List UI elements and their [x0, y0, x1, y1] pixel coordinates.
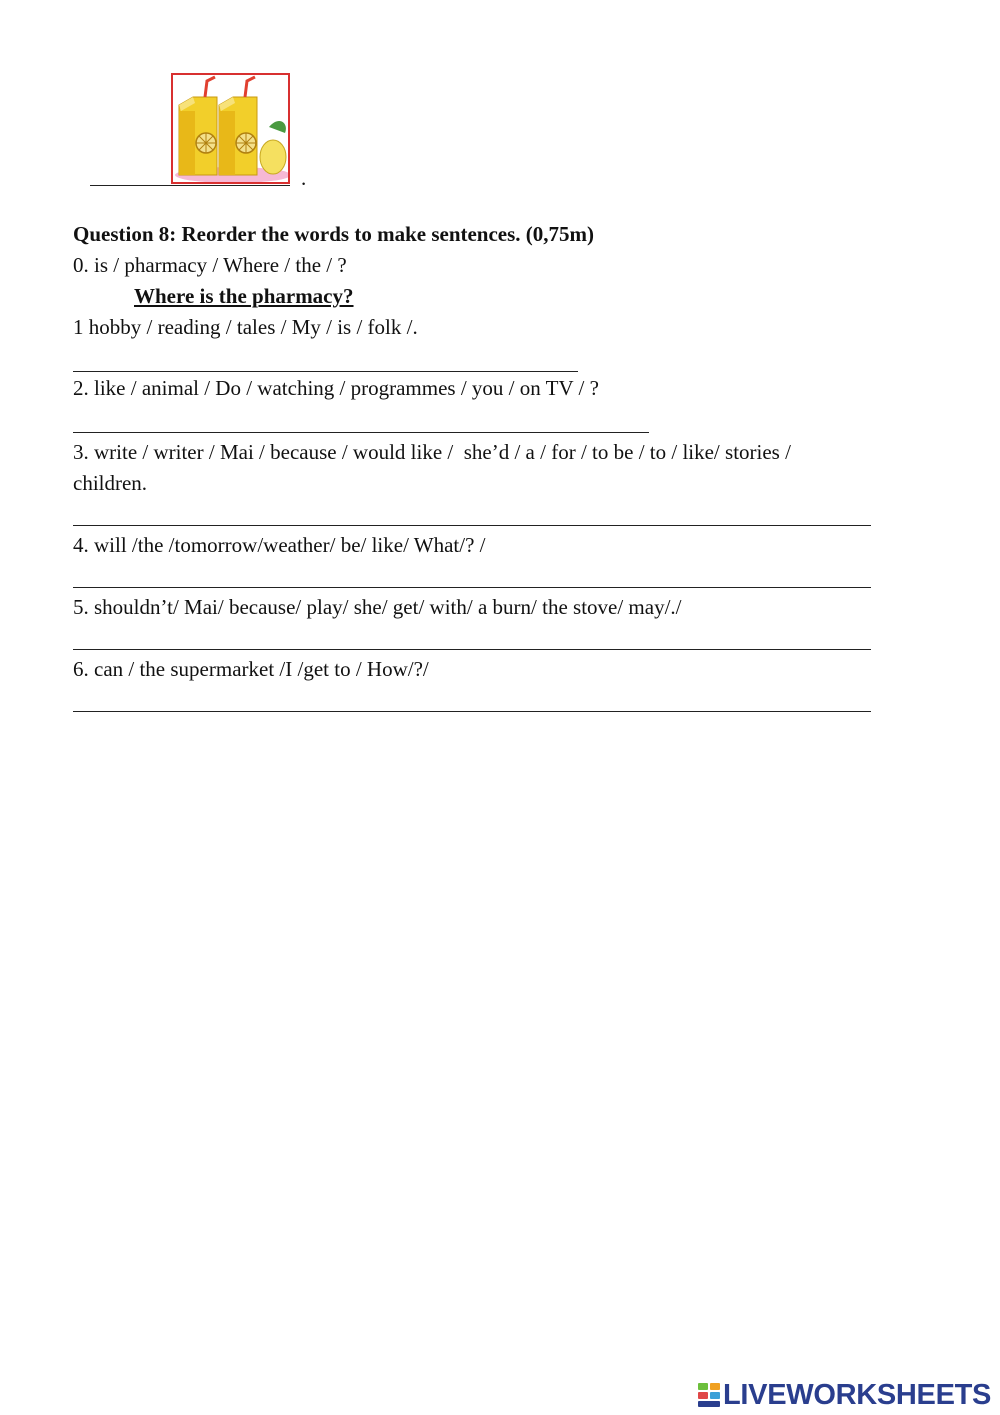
item-3-answer-line [73, 525, 871, 526]
item-4-prompt: 4. will /the /tomorrow/weather/ be/ like/ What/? / [73, 533, 486, 557]
question-heading: Question 8: Reorder the words to make sentences. (0,75m) [73, 222, 595, 246]
item-5-prompt: 5. shouldn’t/ Mai/ because/ play/ she/ get/ with/ a burn/ the stove/ may/./ [73, 595, 682, 619]
item-3-answer-input[interactable] [73, 498, 871, 525]
brand-name: LIVEWORKSHEETS [723, 1378, 992, 1411]
juice-box-right [219, 77, 257, 175]
item-2-answer-input[interactable] [73, 405, 649, 432]
item-4-answer-line [73, 587, 871, 588]
example-prompt: 0. is / pharmacy / Where / the / ? [73, 253, 347, 277]
example-answer: Where is the pharmacy? [134, 284, 354, 308]
item-1-answer-line [73, 371, 578, 372]
juice-box-left [179, 77, 217, 175]
brand-logo[interactable] [697, 1375, 991, 1415]
item-1-answer-input[interactable] [73, 344, 578, 371]
picture-trailing-mark: . [301, 166, 307, 190]
item-1-prompt: 1 hobby / reading / tales / My / is / folk /. [73, 315, 418, 339]
item-3-prompt-line1: 3. write / writer / Mai / because / would like / she’d / a / for / to be / to / like/ stories / [73, 440, 791, 464]
juice-boxes-and-lemon-icon [173, 75, 288, 182]
item-4-answer-input[interactable] [73, 560, 871, 587]
liveworksheets-logo-icon [697, 1382, 721, 1408]
picture-frame [171, 73, 290, 184]
item-2-prompt: 2. like / animal / Do / watching / programmes / you / on TV / ? [73, 376, 599, 400]
item-6-prompt: 6. can / the supermarket /I /get to / How/?/ [73, 657, 429, 681]
item-6-answer-input[interactable] [73, 684, 871, 711]
item-6-answer-line [73, 711, 871, 712]
lemon [260, 121, 286, 174]
picture-answer-input[interactable] [88, 160, 170, 186]
item-5-answer-input[interactable] [73, 622, 871, 649]
item-2-answer-line [73, 432, 649, 433]
item-5-answer-line [73, 649, 871, 650]
item-3-prompt-line2: children. [73, 471, 148, 495]
